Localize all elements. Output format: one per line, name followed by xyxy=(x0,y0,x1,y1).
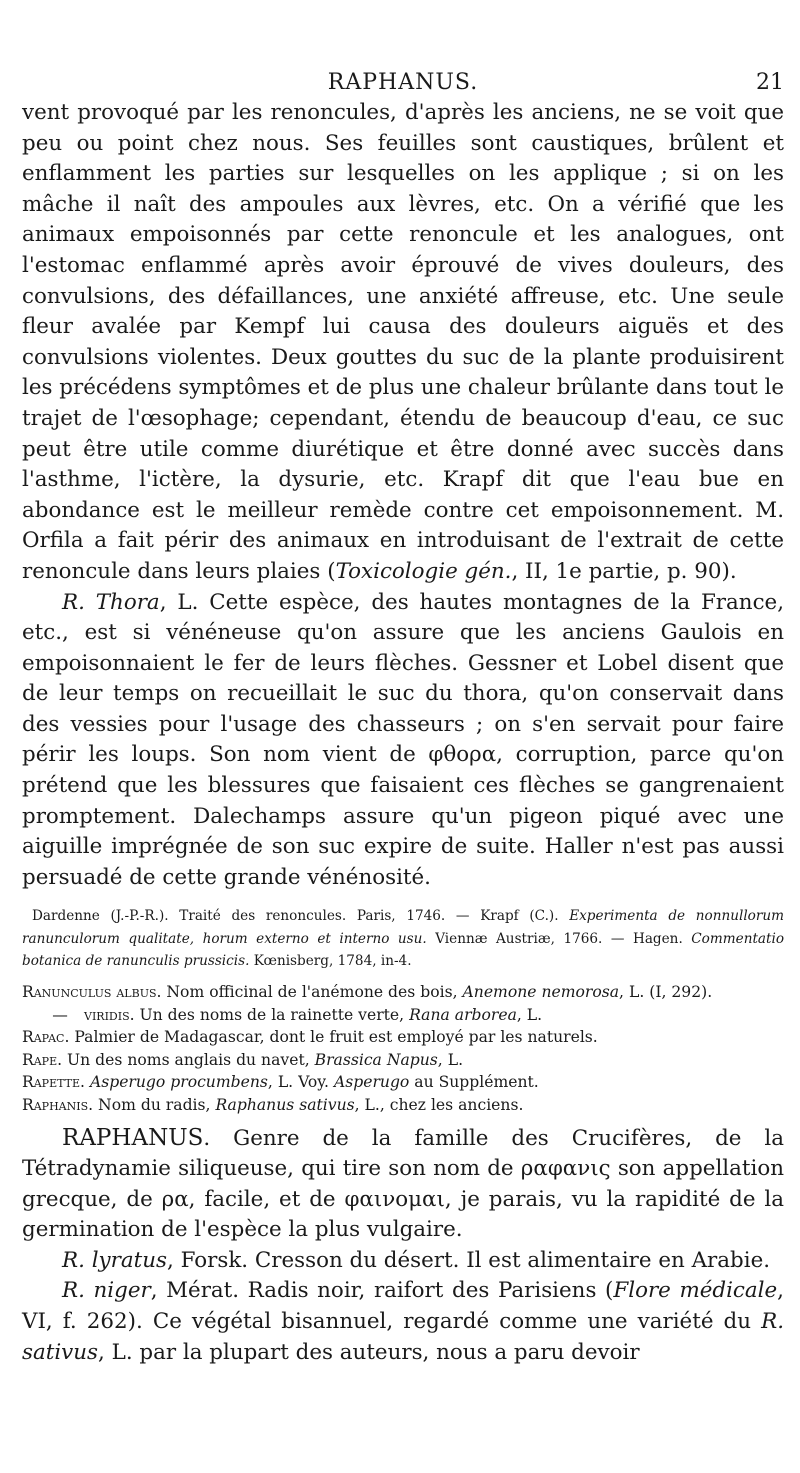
paragraph-text: , Mérat. Radis noir, raifort des Parisiens ( xyxy=(150,1278,614,1304)
paragraph-text: , Forsk. Cresson du désert. Il est alimentaire en Arabie. xyxy=(166,1247,771,1273)
entry-term: Raphanis xyxy=(22,1095,89,1114)
species-name: R. sativus xyxy=(22,1309,784,1365)
paragraph-text: , VI, f. 262). Ce végétal bisannuel, regardé comme une variété du xyxy=(22,1278,784,1335)
bibliography xyxy=(22,905,784,973)
paragraph xyxy=(22,1246,784,1277)
glossary-entry: Rapette. Asperugo procumbens, L. Voy. Asperugo au Supplément. xyxy=(22,1073,539,1092)
species-name: R. niger xyxy=(62,1278,151,1304)
running-title: RAPHANUS. xyxy=(327,70,479,95)
headword: RAPHANUS xyxy=(62,1124,204,1151)
running-header xyxy=(22,64,784,98)
paragraph-text: vent provoqué par les renoncules, d'après les anciens, ne se voit que peu ou point chez nous. Ses feuilles sont caustiques, brûlent et enflamment les parties sur lesquelles on les applique ; si on les mâche il naît des ampoules aux lèvres, etc. On a vérifié que les animaux empoisonnés par cette renoncule et les analogues, ont l'estomac enflammé après avoir éprouvé de vives douleurs, des convulsions, des défaillances, une anxiété affreuse, etc. Une seule fleur avalée par Kempf lui causa des douleurs aiguës et des convulsions violentes. Deux gouttes du suc de la plante produisirent les précédens symptômes et de plus une chaleur brûlante dans tout le trajet de l'œsophage; cependant, étendu de beaucoup d'eau, ce suc peut être utile comme diurétique et être donné avec succès dans l'asthme, l'ictère, la dysurie, etc. Krapf dit que l'eau bue en abondance est le meilleur remède contre cet empoisonnement. M. Orfila a fait périr des animaux en introduisant de l'extrait de cette renoncule dans leurs plaies ( xyxy=(22,100,785,584)
entry-term: Rapette xyxy=(22,1073,81,1092)
ditto-dash: — xyxy=(52,1005,68,1024)
entry-term: viridis xyxy=(84,1005,130,1024)
paragraph-text: , L. par la plupart des auteurs, nous a paru devoir xyxy=(98,1339,640,1365)
citation: Toxicologie gén. xyxy=(335,558,512,584)
glossary-entry: Rape. Un des noms anglais du navet, Brassica Napus, L. xyxy=(22,1050,464,1069)
entry-term: Rapac xyxy=(22,1028,65,1047)
entry-term: Ranunculus albus xyxy=(22,982,157,1001)
paragraph-text: , L. Cette espèce, des hautes montagnes de la France, etc., est si vénéneuse qu'on assure que les anciens Gaulois en empoisonnaient le fer de leurs flèches. Gessner et Lobel disent que de leur temps on recueillait le suc du thora, qu'on conservait dans des vessies pour l'usage des chasseurs ; on s'en servait pour faire périr les loups. Son nom vient de φθορα, corruption, parce qu'on prétend que les blessures que faisaient ces flèches se gangrenaient promptement. Dalechamps assure qu'un pigeon piqué avec une aiguille imprégnée de son suc expire de suite. Haller n'est pas aussi persuadé de cette grande vénénosité. xyxy=(22,589,785,890)
paragraph xyxy=(22,1276,784,1368)
document-page xyxy=(22,64,784,1368)
reference-entry: Dardenne (J.-P.-R.). Traité des renoncules. Paris, 1746. — Krapf (C.). Experimenta de nonnullorum ranunculorum qualitate, horum externo et interno usu. Viennæ Austriæ, 1766. — Hagen. Commentatio botanica de ranunculis prussicis. Kœnisberg, 1784, in-4. xyxy=(22,908,785,970)
paragraph xyxy=(22,588,784,894)
glossary-entries xyxy=(22,981,784,1117)
glossary-entry: Raphanis. Nom du radis, Raphanus sativus, L., chez les anciens. xyxy=(22,1095,524,1114)
paragraph xyxy=(22,98,784,588)
paragraph-text: . Genre de la famille des Crucifères, de la Tétradynamie siliqueuse, qui tire son nom de ραφανις son appellation grecque, de ρα, facile, et de φαινομαι, je parais, vu la rapidité de la germination de l'espèce la plus vulgaire. xyxy=(22,1125,784,1243)
glossary-entry: — viridis. Un des noms de la rainette verte, Rana arborea, L. xyxy=(22,1004,784,1027)
body-text xyxy=(22,98,784,893)
species-name: R. lyratus xyxy=(62,1247,167,1273)
page-number: 21 xyxy=(756,70,784,95)
species-name: R. Thora xyxy=(62,589,160,615)
paragraph xyxy=(22,1123,784,1246)
glossary-entry: Rapac. Palmier de Madagascar, dont le fruit est employé par les naturels. xyxy=(22,1028,598,1047)
glossary-entry: Ranunculus albus. Nom officinal de l'anémone des bois, Anemone nemorosa, L. (I, 292). xyxy=(22,982,713,1001)
citation: Flore médicale xyxy=(613,1278,778,1304)
article-raphanus xyxy=(22,1123,784,1369)
paragraph-text: , II, 1e partie, p. 90). xyxy=(511,558,737,584)
entry-term: Rape xyxy=(22,1050,58,1069)
